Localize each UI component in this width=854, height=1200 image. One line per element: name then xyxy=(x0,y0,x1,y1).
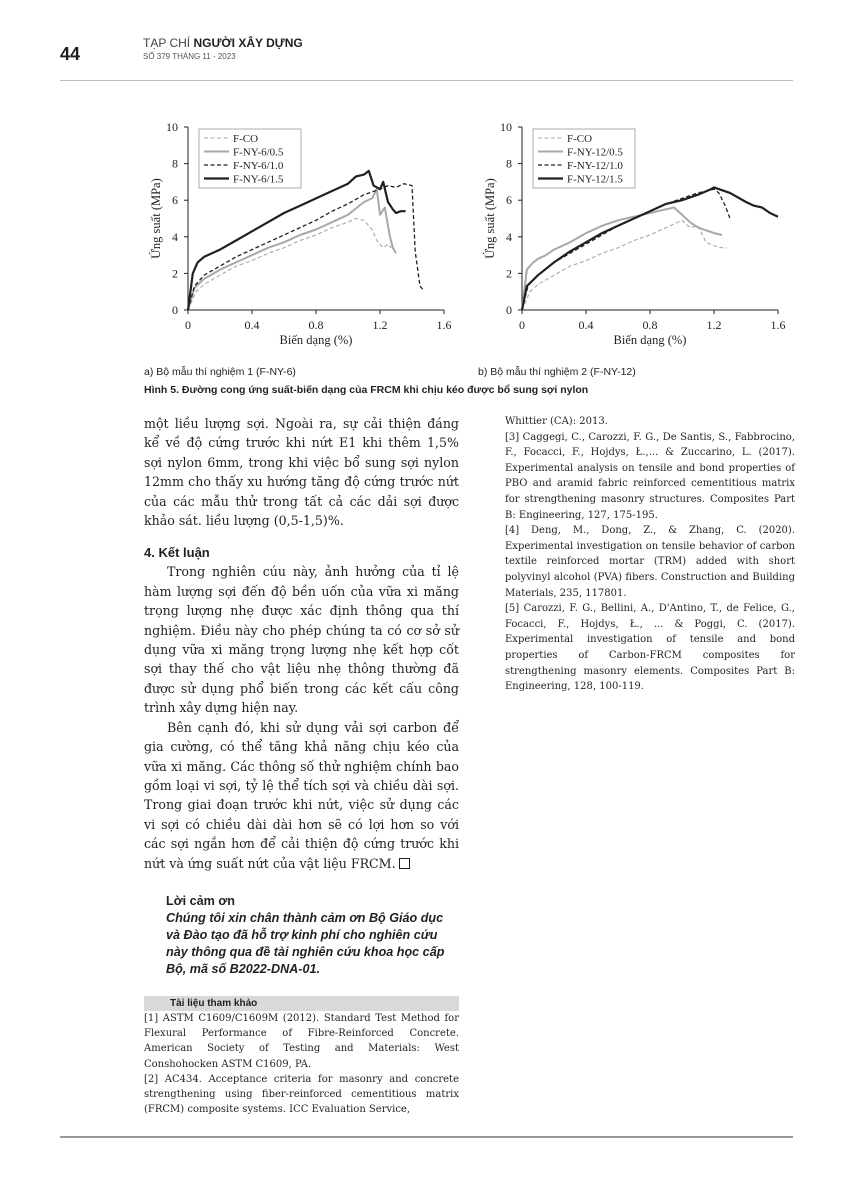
section-heading: 4. Kết luận xyxy=(144,545,210,561)
paragraph-1: một liều lượng sợi. Ngoài ra, sự cải thiện đáng kể về độ cứng trước khi nứt E1 khi thêm 1,5% sợi nylon 6mm, trong khi việc bổ sung sợi nylon 12mm cho thấy xu hướng tăng độ cứng trước nứt của các mẫu thử trong tất cả các dải sợi được khảo sát. liều lượng (0,5-1,5)%. xyxy=(144,416,459,529)
reference-item: [4] Deng, M., Dong, Z., & Zhang, C. (2020). Experimental investigation on tensile behavior of carbon textile reinforced mortar (TRM) added with short polyvinyl alcohol (PVA) fibers. Construction and Building Materials, 235, 117801. xyxy=(505,525,795,599)
y-tick-label: 4 xyxy=(172,229,178,244)
legend-label: F-NY-12/1.5 xyxy=(567,173,623,186)
magazine-title xyxy=(143,36,303,50)
y-tick-label: 6 xyxy=(506,193,512,208)
x-tick-label: 0.4 xyxy=(244,318,260,332)
x-tick-label: 1.6 xyxy=(436,318,452,332)
x-tick-label: 1.2 xyxy=(706,318,722,332)
stress-strain-chart-a xyxy=(140,116,460,361)
y-tick-label: 6 xyxy=(172,193,178,208)
legend-label: F-NY-12/0.5 xyxy=(567,146,623,159)
reference-item: [1] ASTM C1609/C1609M (2012). Standard Test Method for Flexural Performance of Fibre-Reinforced Concrete. American Society of Testing and Materials: West Conshohocken ASTM C1609, PA. xyxy=(144,1013,459,1070)
y-tick-label: 8 xyxy=(172,156,178,171)
y-axis-label: Ứng suất (MPa) xyxy=(483,178,497,259)
references-right xyxy=(505,414,795,695)
series-line xyxy=(188,219,391,311)
paragraph-2: Trong nghiên cúu này, ảnh hưởng của tỉ lệ hàm lượng sợi đến độ bền uốn của vữa xi măng trọng lượng nhẹ được xác định thông qua thí nghiệm. Điều này cho phép chúng ta có cơ sở sử dụng vữa xi măng trọng lượng nhẹ kết hợp cốt sợi thay thế cho vật liệu nhẹ thông thường đã được sử dụng phổ biến trong các kết cấu công trình xây dựng hiện nay. xyxy=(144,564,459,716)
y-tick-label: 2 xyxy=(506,266,512,281)
legend-label: F-CO xyxy=(567,133,593,145)
y-axis-label: Ứng suất (MPa) xyxy=(149,178,163,259)
series-line xyxy=(522,220,727,310)
magazine-name: NGƯỜI XÂY DỰNG xyxy=(193,36,303,50)
reference-item: [5] Carozzi, F. G., Bellini, A., D'Antino, T., de Felice, G., Focacci, F., Hojdys, Ł., ... & Poggi, C. (2017). Experimental investigation of tensile and bond properties of Carbon-FRCM composites for strengthening masonry elements. Composites Part B: Engineering, 128, 100-119. xyxy=(505,603,795,693)
y-tick-label: 8 xyxy=(506,156,512,171)
panel-caption-b: b) Bộ mẫu thí nghiệm 2 (F-NY-12) xyxy=(478,366,636,378)
references-left xyxy=(144,996,459,1117)
x-tick-label: 1.6 xyxy=(770,318,786,332)
y-tick-label: 4 xyxy=(506,229,512,244)
x-tick-label: 0.8 xyxy=(642,318,658,332)
x-tick-label: 0 xyxy=(185,318,191,332)
x-tick-label: 0.4 xyxy=(578,318,594,332)
end-mark-icon xyxy=(399,858,410,869)
series-line xyxy=(522,187,778,310)
page-number: 44 xyxy=(60,44,81,64)
x-tick-label: 0.8 xyxy=(308,318,324,332)
footer-rule xyxy=(60,1136,793,1138)
legend-label: F-NY-6/1.0 xyxy=(233,160,284,172)
left-column xyxy=(144,414,459,978)
header-rule xyxy=(60,80,793,81)
ack-body: Chúng tôi xin chân thành cảm ơn Bộ Giáo dục và Đào tạo đã hỗ trợ kinh phí cho nghiên cứu này thông qua đề tài nghiên cứu khoa học cấp Bộ, mã số B2022-DNA-01. xyxy=(166,910,445,976)
panel-caption-a: a) Bộ mẫu thí nghiệm 1 (F-NY-6) xyxy=(144,366,296,378)
legend-label: F-NY-6/0.5 xyxy=(233,146,284,159)
issue-info: SỐ 379 THÁNG 11 - 2023 xyxy=(143,52,236,61)
y-tick-label: 2 xyxy=(172,266,178,281)
reference-item: [2] AC434. Acceptance criteria for masonry and concrete strengthening using fiber-reinforced cementitious matrix (FRCM) composite systems. ICC Evaluation Service, xyxy=(144,1073,459,1116)
ack-title: Lời cảm ơn xyxy=(166,893,235,908)
y-tick-label: 0 xyxy=(172,303,178,317)
paragraph-3-text: Bên cạnh đó, khi sử dụng vải sợi carbon để gia cường, có thể tăng khả năng chịu kéo của vữa xi măng. Các thông số thử nghiệm chính bao gồm loại vi sợi, tỷ lệ thể tích sợi và chiều dài sợi. Trong giai đoạn trước khi nứt, việc sử dụng các vi sợi có chiều dài dài hơn sẽ có lợi hơn so với các sợi ngắn hơn để cải thiện độ cứng trước khi nứt và ứng suất nứt của vật liệu FRCM. xyxy=(144,719,459,871)
reference-item: Whittier (CA): 2013. xyxy=(505,416,608,427)
acknowledgement xyxy=(144,893,459,978)
figure-caption: Hình 5. Đường cong ứng suất-biến dạng của FRCM khi chịu kéo được bổ sung sợi nylon xyxy=(144,384,589,396)
y-tick-label: 0 xyxy=(506,303,512,317)
magazine-prefix: TẠP CHÍ xyxy=(143,36,191,50)
y-tick-label: 10 xyxy=(500,120,512,134)
legend-label: F-CO xyxy=(233,133,259,145)
reference-item: [3] Caggegi, C., Carozzi, F. G., De Santis, S., Fabbrocino, F., Focacci, F., Hojdys, Ł.,... & Zuccarino, L. (2017). Experimental analysis on tensile and bond properties of PBO and aramid fabric reinforced cementitious matrix for strengthening masonry structures. Composites Part B: Engineering, 127, 175-195. xyxy=(505,431,795,521)
x-tick-label: 1.2 xyxy=(372,318,388,332)
legend-label: F-NY-6/1.5 xyxy=(233,173,284,186)
x-axis-label: Biến dạng (%) xyxy=(613,333,687,347)
paragraph-3 xyxy=(144,718,459,873)
stress-strain-chart-b xyxy=(474,116,794,361)
y-tick-label: 10 xyxy=(166,120,178,134)
references-title: Tài liệu tham khảo xyxy=(144,996,459,1011)
x-tick-label: 0 xyxy=(519,318,525,332)
legend-label: F-NY-12/1.0 xyxy=(567,160,623,172)
x-axis-label: Biến dạng (%) xyxy=(279,333,353,347)
